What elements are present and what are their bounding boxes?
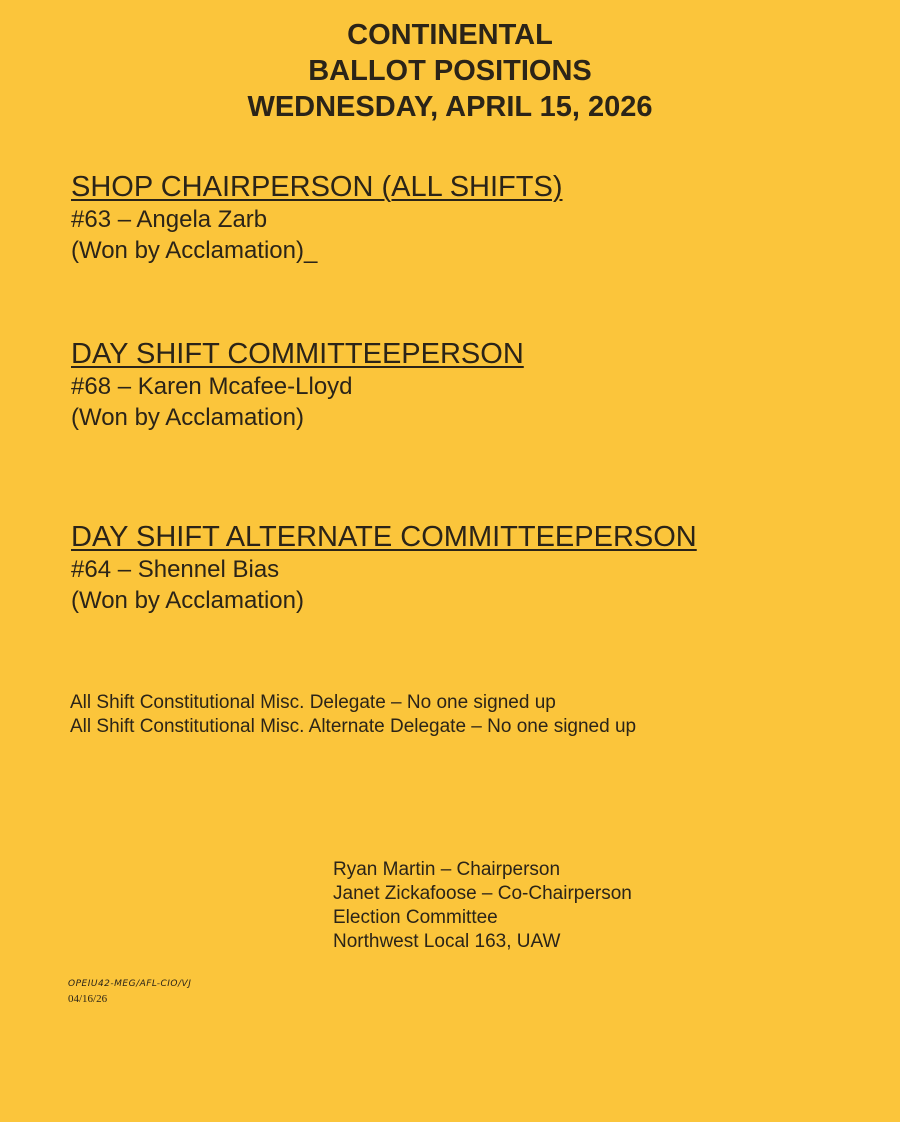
section-day-shift-alternate (71, 520, 697, 616)
title-line-3: WEDNESDAY, APRIL 15, 2026 (247, 91, 653, 123)
misc-line: All Shift Constitutional Misc. Alternate Delegate – No one signed up (70, 716, 637, 737)
union-code: OPEIU42-MEG/AFL-CIO/VJ (68, 979, 192, 989)
section-heading: DAY SHIFT ALTERNATE COMMITTEEPERSON (71, 521, 697, 553)
section-shop-chairperson (71, 170, 563, 266)
signature-line: Northwest Local 163, UAW (333, 931, 561, 952)
footer-date: 04/16/26 (68, 993, 108, 1005)
candidate: #64 – Shennel Bias (71, 556, 280, 583)
title-line-2: BALLOT POSITIONS (308, 55, 592, 87)
title-line-1: CONTINENTAL (347, 19, 553, 51)
result: (Won by Acclamation)_ (71, 237, 318, 264)
misc-line: All Shift Constitutional Misc. Delegate – No one signed up (70, 692, 556, 713)
section-day-shift-committeeperson (71, 337, 524, 433)
section-heading: DAY SHIFT COMMITTEEPERSON (71, 338, 524, 370)
signature-line: Janet Zickafoose – Co-Chairperson (333, 883, 632, 904)
section-heading: SHOP CHAIRPERSON (ALL SHIFTS) (71, 171, 563, 203)
signature-line: Ryan Martin – Chairperson (333, 859, 561, 880)
candidate: #63 – Angela Zarb (71, 206, 268, 233)
footer (68, 977, 191, 1007)
signature-line: Election Committee (333, 907, 498, 928)
result: (Won by Acclamation) (71, 404, 304, 431)
signature-block (333, 858, 632, 954)
misc-notes (70, 691, 636, 739)
document-title (0, 17, 900, 125)
result: (Won by Acclamation) (71, 587, 304, 614)
candidate: #68 – Karen Mcafee-Lloyd (71, 373, 353, 400)
